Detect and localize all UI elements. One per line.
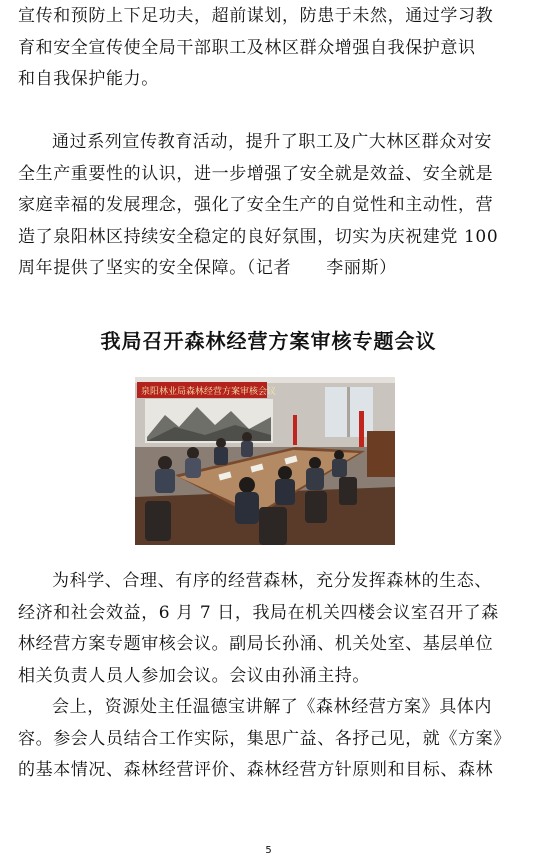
- text-line: 造了泉阳林区持续安全稳定的良好氛围，切实为庆祝建党 100: [18, 226, 499, 247]
- meeting-photo: [135, 377, 395, 545]
- text-line: 通过系列宣传教育活动，提升了职工及广大林区群众对安: [52, 132, 492, 152]
- paragraph-safety-education-end: [18, 1, 518, 96]
- text-line: 为科学、合理、有序的经营森林，充分发挥森林的生态、: [52, 571, 492, 591]
- paragraph-meeting-intro: [18, 566, 518, 692]
- text-line: 全生产重要性的认识，进一步增强了安全就是效益、安全就是: [18, 163, 494, 184]
- banner-text: 泉阳林业局森林经营方案审核会议: [141, 387, 277, 397]
- text-line: 会上，资源处主任温德宝讲解了《森林经营方案》具体内: [52, 697, 492, 717]
- paragraph-education-results: [18, 127, 518, 285]
- article-title: 我局召开森林经营方案审核专题会议: [100, 329, 437, 353]
- text-line: 周年提供了坚实的安全保障。（记者 李丽斯）: [18, 258, 397, 278]
- text-line: 林经营方案专题审核会议。副局长孙涌、机关处室、基层单位: [18, 634, 494, 654]
- text-line: 家庭幸福的发展理念，强化了安全生产的自觉性和主动性，营: [18, 195, 494, 215]
- text-line: 相关负责人员人参加会议。会议由孙涌主持。: [18, 665, 370, 686]
- paragraph-meeting-content: [18, 692, 518, 787]
- text-line: 宣传和预防上下足功夫，超前谋划，防患于未然，通过学习教: [18, 6, 494, 26]
- text-line: 经济和社会效益，6 月 7 日，我局在机关四楼会议室召开了森: [18, 602, 499, 623]
- text-line: 和自我保护能力。: [18, 69, 159, 89]
- text-line: 育和安全宣传使全局干部职工及林区群众增强自我保护意识: [18, 37, 476, 58]
- text-line: 的基本情况、森林经营评价、森林经营方针原则和目标、森林: [18, 760, 494, 780]
- page-number: 5: [265, 845, 272, 856]
- text-line: 容。参会人员结合工作实际，集思广益、各抒己见，就《方案》: [18, 728, 511, 749]
